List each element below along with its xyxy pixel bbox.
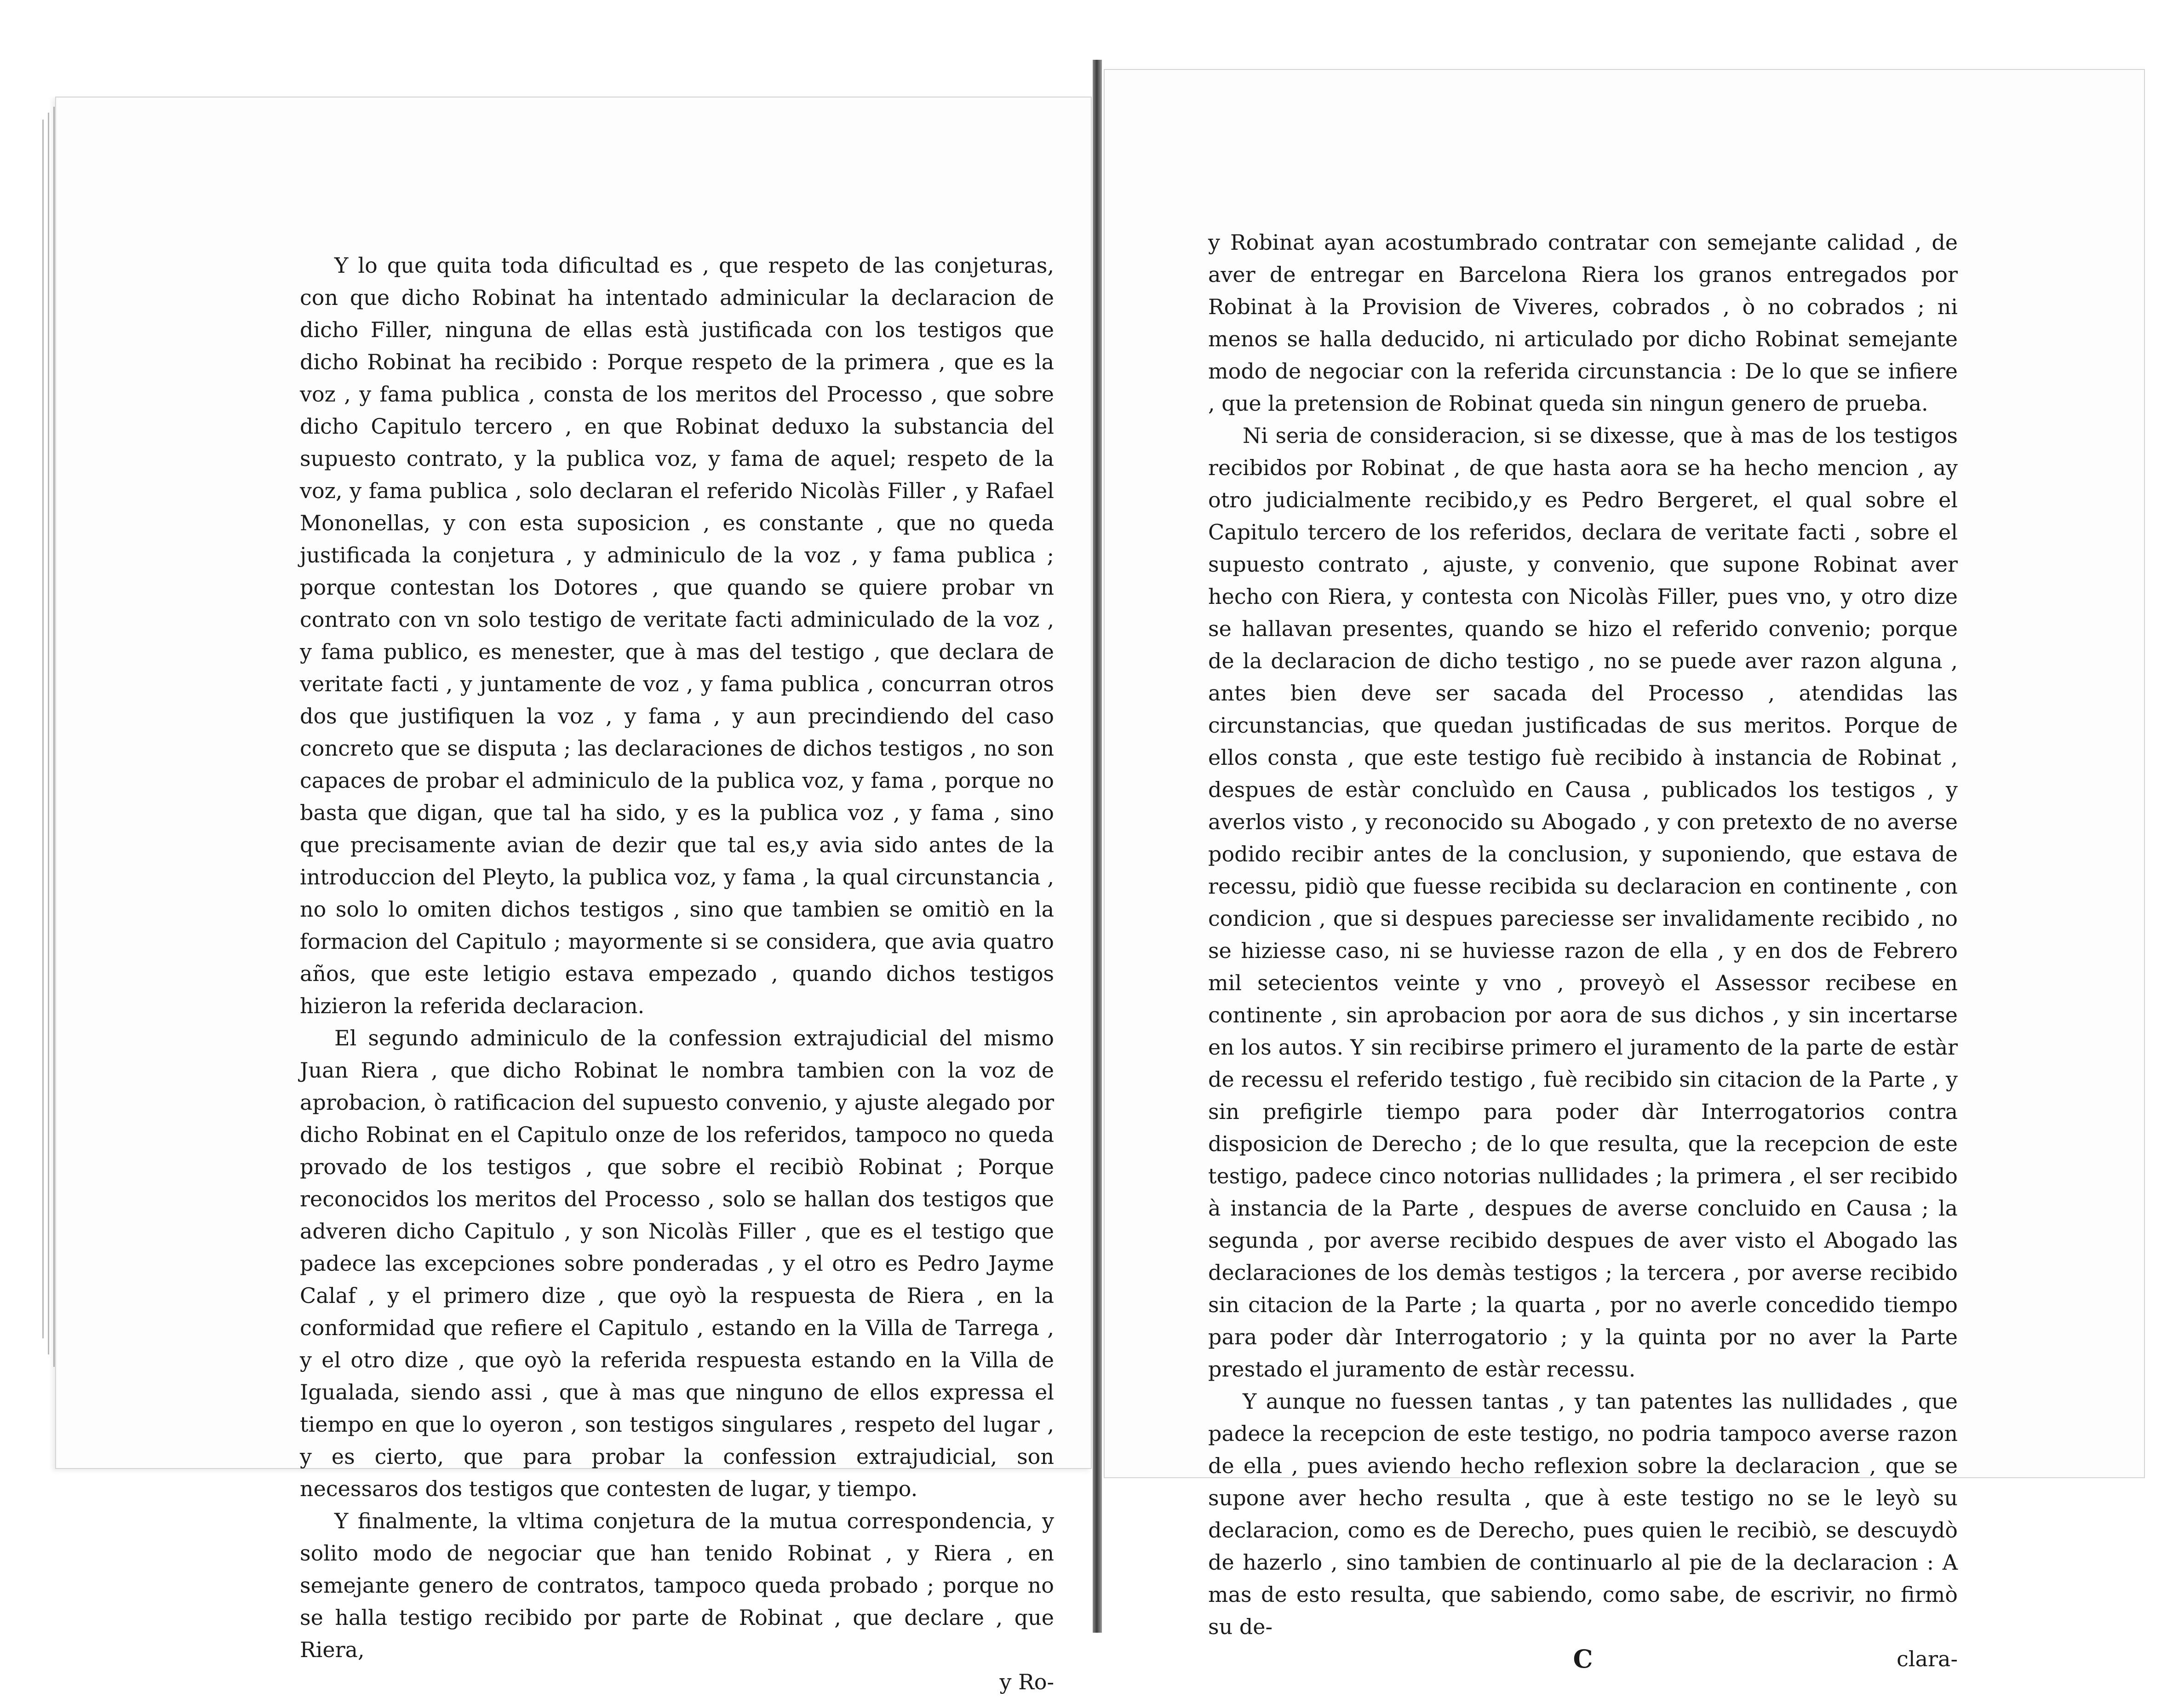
left-text-block xyxy=(300,249,1054,1698)
left-page xyxy=(55,97,1092,1694)
right-text-block xyxy=(1208,226,1958,1675)
paragraph: y Robinat ayan acostumbrado contratar con semejante calidad , de aver de entregar en Barcelona Riera los granos entregados por Robinat à la Provision de Viveres, cobrados , ò no cobrados ; ni menos se halla deducido, ni articulado por dicho Robinat semejante modo de negociar con la referida circunstancia : De lo que se infiere , que la pretension de Robinat queda sin ningun genero de prueba. xyxy=(1208,230,1958,416)
paragraph: Y lo que quita toda dificultad es , que respeto de las conjeturas, con que dicho Robinat ha intentado adminicular la declaracion de dicho Filler, ninguna de ellas està justificada con los testigos que dicho Robinat ha recibido : Porque respeto de la primera , que es la voz , y fama publica , consta de los meritos del Processo , que sobre dicho Capitulo tercero , en que Robinat deduxo la substancia del supuesto contrato, y la publica voz, y fama de aquel; respeto de la voz, y fama publica , solo declaran el referido Nicolàs Filler , y Rafael Mononellas, y con esta suposicion , es constante , que no queda justificada la conjetura , y adminiculo de la voz , y fama publica ; porque contestan los Dotores , que quando se quiere probar vn contrato con vn solo testigo de veritate facti adminiculado de la voz , y fama publico, es menester, que à mas del testigo , que declara de veritate facti , y juntamente de voz , y fama publica , concurran otros dos que justifiquen la voz , y fama , y aun precindiendo del caso concreto que se disputa ; las declaraciones de dichos testigos , no son capaces de probar el adminiculo de la publica voz, y fama , porque no basta que digan, que tal ha sido, y es la publica voz , y fama , sino que precisamente avian de dezir que tal es,y avia sido antes de la introduccion del Pleyto, la publica voz, y fama , la qual circunstancia , no solo lo omiten dichos testigos , sino que tambien se omitiò en la formacion del Capitulo ; mayormente si se considera, que avia quatro años, que este letigio estava empezado , quando dichos testigos hizieron la referida declaracion. xyxy=(300,253,1054,1018)
signature-mark: C xyxy=(1573,1644,1593,1674)
page-edge xyxy=(53,107,55,1367)
paragraph: Y aunque no fuessen tantas , y tan patentes las nullidades , que padece la recepcion de este testigo, no podria tampoco averse razon de ella , pues aviendo hecho reflexion sobre la declaracion , que se supone aver hecho resulta , que à este testigo no se le leyò su declaracion, como es de Derecho, pues quien le recibiò, se descuydò de hazerlo , sino tambien de continuarlo al pie de la declaracion : A mas de esto resulta, que sabiendo, como sabe, de escrivir, no firmò su de- xyxy=(1208,1389,1958,1639)
paragraph: Ni seria de consideracion, si se dixesse, que à mas de los testigos recibidos por Robinat , de que hasta aora se ha hecho mencion , ay otro judicialmente recibido,y es Pedro Bergeret, el qual sobre el Capitulo tercero de los referidos, declara de veritate facti , sobre el supuesto contrato , ajuste, y convenio, que supone Robinat aver hecho con Riera, y contesta con Nicolàs Filler, pues vno, y otro dize se hallavan presentes, quando se hizo el referido convenio; porque de la declaracion de dicho testigo , no se puede aver razon alguna , antes bien deve ser sacada del Processo , atendidas las circunstancias, que quedan justificadas de sus meritos. Porque de ellos consta , que este testigo fuè recibido à instancia de Robinat , despues de estàr concluìdo en Causa , publicados los testigos , y averlos visto , y reconocido su Abogado , y con pretexto de no averse podido recibir antes de la conclusion, y suponiendo, que estava de recessu, pidiò que fuesse recibida su declaracion en continente , con condicion , que si despues pareciesse ser invalidamente recibido , no se hiziesse caso, ni se huviesse razon de ella , y en dos de Febrero mil setecientos veinte y vno , proveyò el Assessor recibese en continente , sin aprobacion por aora de sus dichos , y sin incertarse en los autos. Y sin recibirse primero el juramento de la parte de estàr de recessu el referido testigo , fuè recibido sin citacion de la Parte , y sin prefigirle tiempo para poder dàr Interrogatorios contra disposicion de Derecho ; de lo que resulta, que la recepcion de este testigo, padece cinco notorias nullidades ; la primera , el ser recibido à instancia de la Parte , despues de averse concluido en Causa ; la segunda , por averse recibido despues de aver visto el Abogado las declaraciones de los demàs testigos ; la tercera , por averse recibido sin citacion de la Parte ; la quarta , por no averle concedido tiempo para poder dàr Interrogatorio ; y la quinta por no aver la Parte prestado el juramento de estàr recessu. xyxy=(1208,423,1958,1382)
catchword-row xyxy=(300,1666,1054,1698)
paragraph: Y finalmente, la vltima conjetura de la mutua correspondencia, y solito modo de negociar que han tenido Robinat , y Riera , en semejante genero de contratos, tampoco queda probado ; porque no se halla testigo recibido por parte de Robinat , que declare , que Riera, xyxy=(300,1509,1054,1662)
signature-row xyxy=(1208,1643,1958,1675)
catchword: y Ro- xyxy=(999,1669,1054,1694)
catchword: clara- xyxy=(1897,1646,1958,1671)
paragraph: El segundo adminiculo de la confession extrajudicial del mismo Juan Riera , que dicho Robinat le nombra tambien con la voz de aprobacion, ò ratificacion del supuesto convenio, y ajuste alegado por dicho Robinat en el Capitulo onze de los referidos, tampoco no queda provado de los testigos , que sobre el recibiò Robinat ; Porque reconocidos los meritos del Processo , solo se hallan dos testigos que adveren dicho Capitulo , y son Nicolàs Filler , que es el testigo que padece las excepciones sobre ponderadas , y el otro es Pedro Jayme Calaf , y el primero dize , que oyò la respuesta de Riera , en la conformidad que refiere el Capitulo , estando en la Villa de Tarrega , y el otro dize , que oyò la referida respuesta estando en la Villa de Igualada, siendo assi , que à mas que ninguno de ellos expressa el tiempo en que lo oyeron , son testigos singulares , respeto del lugar , y es cierto, que para probar la confession extrajudicial, son necessaros dos testigos que contesten de lugar, y tiempo. xyxy=(300,1026,1054,1501)
page-edge xyxy=(42,120,44,1338)
book-gutter xyxy=(1093,60,1102,1633)
page-edge xyxy=(48,113,49,1354)
right-page xyxy=(1104,69,2145,1674)
